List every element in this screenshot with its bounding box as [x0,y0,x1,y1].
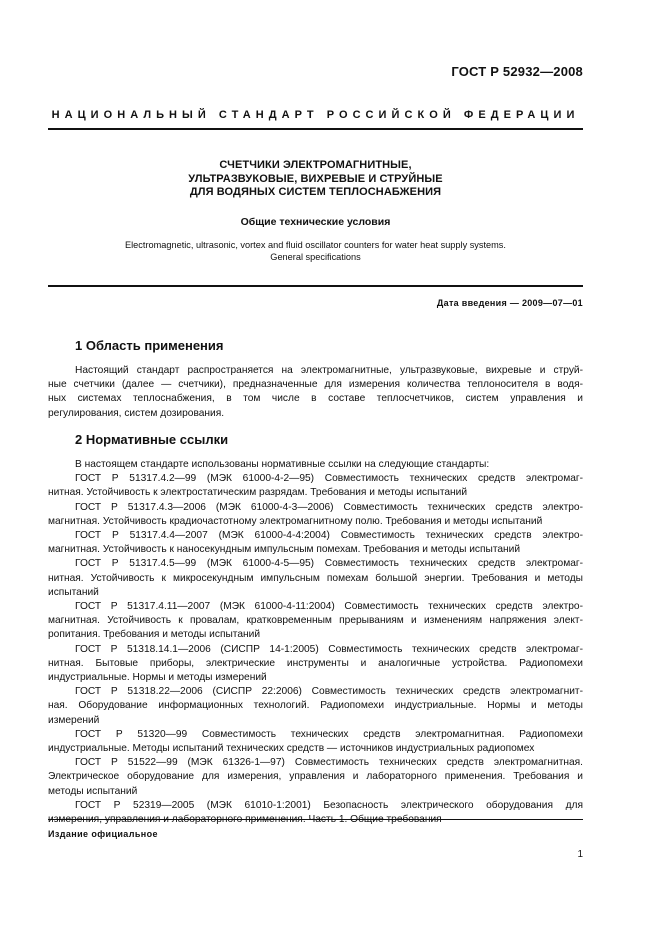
reference-line: ГОСТ Р 51320—99 Совместимость технических средств электромагнитная. Радиопомехи [75,728,583,740]
section-2-heading: 2 Нормативные ссылки [75,432,229,447]
reference-line: ГОСТ Р 51317.4.4—2007 (МЭК 61000-4-4:2004) Совместимость технических средств электро- [75,530,583,542]
reference-line: Электрическое оборудование для измерения, управления и лабораторного применения. Требования и [48,771,583,783]
section-1-line: ные счетчики (далее — счетчики), предназначенные для измерения количества теплоносителя в водя- [48,379,583,391]
reference-item [48,643,583,686]
reference-list [48,472,583,827]
section-1-line: регулирования, систем дозирования. [48,407,225,419]
title-line-2: УЛЬТРАЗВУКОВЫЕ, ВИХРЕВЫЕ И СТРУЙНЫЕ [188,172,443,185]
title-line-1: СЧЕТЧИКИ ЭЛЕКТРОМАГНИТНЫЕ, [219,159,412,171]
reference-line: магнитная. Устойчивость к провалам, кратковременным прерываниям и изменениям напряжения элект- [48,615,583,627]
section-1-text [48,364,583,421]
national-standard-banner: НАЦИОНАЛЬНЫЙ СТАНДАРТ РОССИЙСКОЙ ФЕДЕРАЦИИ [51,109,580,121]
reference-item [48,557,583,600]
reference-line: ГОСТ Р 51317.4.5—99 (МЭК 61000-4-5—95) Совместимость технических средств электромаг- [75,558,583,570]
reference-item [48,756,583,799]
reference-line: нитная. Устойчивость к электростатическим разрядам. Требования и методы испытаний [48,487,468,499]
reference-item [48,728,583,756]
reference-line: индустриальные. Нормы и методы измерений [48,672,267,684]
reference-line: ГОСТ Р 51318.14.1—2006 (СИСПР 14-1:2005) Совместимость технических средств электромаг- [75,643,583,655]
footer-rule [48,819,583,820]
reference-line: нитная. Устойчивость к микросекундным импульсным помехам большой энергии. Требования и методы [48,572,583,584]
reference-line: нитная. Бытовые приборы, электрические инструменты и аналогичные устройства. Радиопомехи [48,657,583,669]
title-block [48,159,583,264]
section-1-line: ных системах теплоснабжения, в том числе в составе теплосчетчиков, систем управления и [48,393,583,405]
english-title [48,239,583,264]
title-line-3: ДЛЯ ВОДЯНЫХ СИСТЕМ ТЕПЛОСНАБЖЕНИЯ [189,186,442,198]
reference-line: измерений [48,714,100,726]
reference-line: измерения, управления и лабораторного применения. Часть 1. Общие требования [48,814,442,826]
reference-line: ГОСТ Р 51317.4.2—99 (МЭК 61000-4-2—95) Совместимость технических средств электромаг- [75,473,583,485]
reference-item [48,685,583,728]
reference-line: ГОСТ Р 51317.4.3—2006 (МЭК 61000-4-3—2006) Совместимость технических средств электро- [75,501,583,513]
reference-item [48,529,583,557]
title-rule [48,285,583,287]
reference-item [48,799,583,827]
document-code: ГОСТ Р 52932—2008 [451,64,583,79]
reference-item [48,472,583,500]
english-title-line-2: General specifications [270,252,361,262]
section-2-text [48,458,583,827]
reference-line: ГОСТ Р 51317.4.11—2007 (МЭК 61000-4-11:2004) Совместимость технических средств электро- [75,601,583,613]
reference-line: ГОСТ Р 51522—99 (МЭК 61326-1—97) Совместимость технических средств электромагнитная. [75,757,583,769]
reference-line: магнитная. Устойчивость крадиочастотному электромагнитному полю. Требования и методы испытаний [48,515,543,527]
subtitle: Общие технические условия [240,215,391,228]
section-2-intro: В настоящем стандарте использованы нормативные ссылки на следующие стандарты: [75,459,490,470]
section-1-heading: 1 Область применения [75,338,224,353]
reference-line: ная. Оборудование информационных технологий. Радиопомехи индустриальные. Нормы и методы [48,700,583,712]
reference-line: ГОСТ Р 51318.22—2006 (СИСПР 22:2006) Совместимость технических средств электромагнит- [75,686,583,698]
reference-line: методы испытаний [48,785,138,797]
reference-line: ропитания. Требования и методы испытаний [48,629,261,641]
reference-item [48,501,583,529]
official-edition-label: Издание официальное [48,829,158,839]
english-title-line-1: Electromagnetic, ultrasonic, vortex and fluid oscillator counters for water heat supply systems. [125,239,506,250]
reference-item [48,600,583,643]
reference-line: ГОСТ Р 52319—2005 (МЭК 61010-1:2001) Безопасность электрического оборудования для [75,799,583,811]
top-rule [48,128,583,130]
reference-line: магнитная. Устойчивость к наносекундным импульсным помехам. Требования и методы испытаний [48,544,521,556]
section-1-line: Настоящий стандарт распространяется на электромагнитные, ультразвуковые, вихревые и струй- [75,365,583,376]
reference-line: испытаний [48,586,99,598]
reference-line: индустриальные. Методы испытаний технических средств — источников индустриальных радиопомех [48,743,535,755]
introduction-date: Дата введения — 2009—07—01 [436,298,583,308]
page-number: 1 [577,849,583,860]
